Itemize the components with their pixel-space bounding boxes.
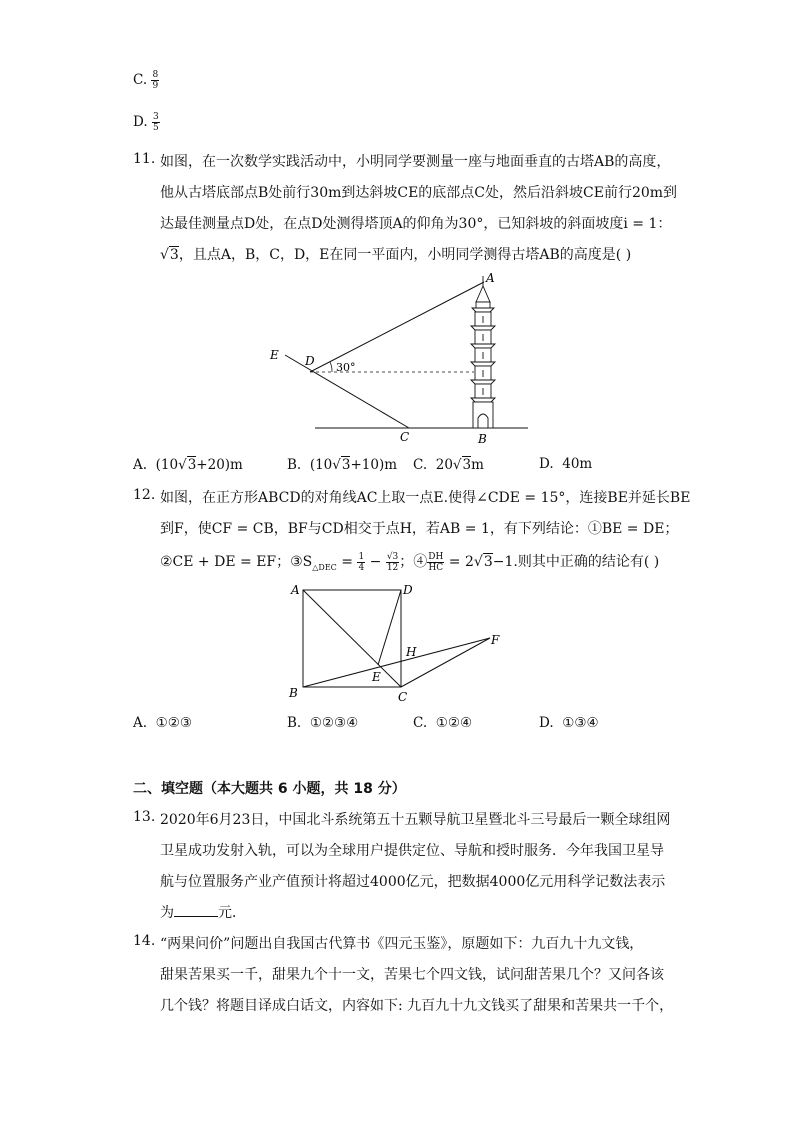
question-11-number: 11.: [133, 151, 156, 167]
q12-line-1: 如图，在正方形ABCD的对角线AC上取一点E.使得∠CDE = 15°，连接BE并延长BE: [160, 490, 691, 506]
q12-figure: [285, 580, 505, 705]
q11-line-3: 达最佳测量点D处，在点D处测得塔顶A的仰角为30°，已知斜坡的斜面坡度i = 1：: [160, 216, 672, 232]
q14-line-1: “两果问价”问题出自我国古代算书《四元玉鉴》，原题如下：九百九十九文钱，: [160, 936, 644, 952]
tower-icon: [471, 276, 495, 428]
question-13-number: 13.: [133, 809, 156, 825]
label-c: C: [400, 430, 410, 444]
q12-option-b: B. ①②③④: [287, 715, 359, 731]
q11-line-1: 如图，在一次数学实践活动中，小明同学要测量一座与地面垂直的古塔AB的高度，: [160, 154, 671, 170]
label-b: B: [478, 432, 487, 446]
section-heading: 二、填空题（本大题共 6 小题，共 18 分）: [133, 781, 406, 797]
q11-option-c: C. 20√3m: [413, 457, 484, 473]
q11-line-2: 他从古塔底部点B处前行30m到达斜坡CE的底部点C处，然后沿斜坡CE前行20m到: [160, 185, 678, 201]
q12-line-3: ②CE + DE = EF；$③S_{\triangle DEC}$ = $\frac{1}{4}$ − $\frac{√3}{12}$ ；④ $\frac{DH}{HC}$ = 2√3−1.则其中正确的结论有( ): [160, 551, 660, 573]
question-12-number: 12.: [133, 487, 156, 503]
label-h: H: [406, 645, 417, 659]
q12-line-2: 到F，使CF = CB，BF与CD相交于点H，若AB = 1，有下列结论：①BE = DE；: [160, 521, 679, 537]
q11-option-b: B. (10√3+10)m: [287, 457, 398, 473]
q14-line-3: 几个钱？将题目译成白话文，内容如下: 九百九十九文钱买了甜果和苦果共一千个，: [160, 998, 674, 1014]
q14-line-2: 甜果苦果买一千，甜果九个十一文，苦果七个四文钱，试问甜苦果几个？又问各该: [160, 967, 664, 983]
fraction: $\frac{3}{5}$: [152, 112, 159, 133]
q12-option-c: C. ①②④: [413, 715, 473, 731]
q12-option-d: D. ①③④: [539, 715, 599, 731]
label-c: C: [398, 690, 408, 704]
label-e: E: [372, 670, 381, 684]
fraction: $\frac{8}{9}$: [152, 70, 159, 91]
label-f: F: [491, 633, 500, 647]
angle-arc: [330, 362, 332, 372]
angle-label: 30°: [336, 361, 356, 374]
q12-option-a: A. ①②③: [133, 715, 192, 731]
label-d: D: [305, 354, 315, 368]
q13-line-4: 为 元．: [160, 905, 246, 921]
q11-figure: [260, 268, 540, 448]
answer-blank[interactable]: [174, 904, 218, 917]
label-a: A: [291, 583, 300, 597]
q11-option-a: A. (10√3+20)m: [133, 457, 243, 473]
sight-line: [310, 282, 484, 372]
line-bf: [303, 638, 490, 687]
q13-line-1: 2020年6月23日，中国北斗系统第五十五颗导航卫星暨北斗三号最后一颗全球组网: [160, 812, 671, 828]
q11-line-4: √3，且点A，B，C，D，E在同一平面内，小明同学测得古塔AB的高度是( ): [160, 247, 632, 263]
label-b: B: [289, 686, 298, 700]
line-de: [378, 590, 401, 665]
q13-line-2: 卫星成功发射入轨，可以为全球用户提供定位、导航和授时服务．今年我国卫星导: [160, 843, 664, 859]
label-e: E: [270, 348, 279, 362]
label-d: D: [403, 583, 413, 597]
q11-option-d: D. 40m: [539, 456, 593, 472]
prev-option-c: C. $\frac{8}{9}$: [133, 70, 159, 91]
question-14-number: 14.: [133, 933, 156, 949]
prev-option-d: D. $\frac{3}{5}$: [133, 112, 159, 133]
q13-line-3: 航与位置服务产业产值预计将超过4000亿元，把数据4000亿元用科学记数法表示: [160, 874, 666, 890]
label-a: A: [486, 271, 495, 285]
